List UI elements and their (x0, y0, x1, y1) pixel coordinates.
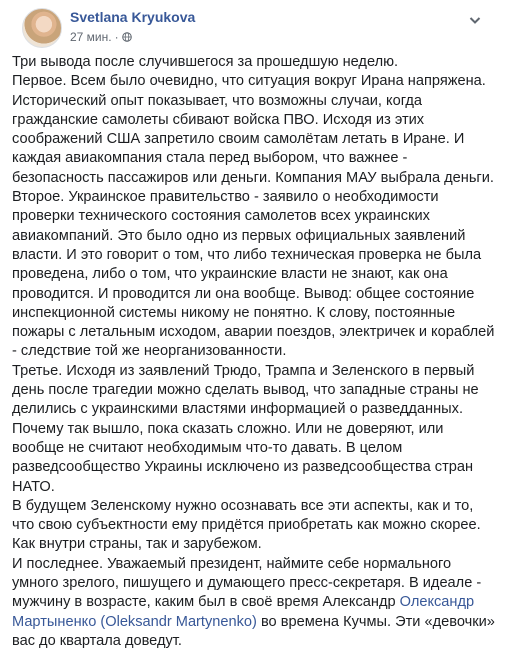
avatar[interactable] (22, 8, 62, 48)
post-meta: 27 мин. · (70, 30, 132, 44)
post-header (12, 0, 493, 52)
chevron-down-icon[interactable] (467, 12, 483, 28)
post-timestamp[interactable]: 27 мин. (70, 30, 112, 44)
author-name[interactable]: Svetlana Kryukova (70, 9, 196, 25)
post-paragraph-last (12, 555, 497, 651)
paragraph-text: И последнее. Уважаемый президент, наймите себе нормального умного зрелого, пишущего и думающего пресс-секретаря. В идеале - мужчину в возрасте, каким был в своё время Александр (12, 555, 482, 611)
paragraph-text: во времена Кучмы. Эти «девочки» вас до квартала доведут. (12, 613, 495, 649)
mention-link[interactable]: Олександр Мартыненко (Oleksandr Martynenko) (12, 594, 475, 630)
globe-icon[interactable] (122, 32, 132, 42)
post-paragraph: Три вывода после случившегося за прошедшую неделю. (12, 54, 399, 70)
post-paragraph: Второе. Украинское правительство - заявило о необходимости проверки технического состояния самолетов всех украинских авиакомпаний. Это было одно из первых официальных заявлений власти. И это говорит о том, что либо техническая проверка не была проведена, либо о том, что украинские власти не знают, как она проводится. И проводится ли она вообще. Вывод: общее состояние инспекционной системы никому не понятно. К слову, постоянные пожары с летальным исходом, аварии поездов, электричек и кораблей - следствие той же неорганизованности. (12, 189, 495, 360)
post-paragraph: Первое. Всем было очевидно, что ситуация вокруг Ирана напряжена. Исторический опыт показывает, что возможны случаи, когда гражданские самолеты сбивают войска ПВО. Исходя из этих соображений США запретило своим самолётам летать в Иране. И каждая авиакомпания стала перед выбором, что важнее - безопасность пассажиров или деньги. Компания МАУ выбрала деньги. (12, 73, 494, 186)
post-paragraph: Третье. Исходя из заявлений Трюдо, Трампа и Зеленского в первый день после трагедии можно сделать вывод, что западные страны не делились с украинскими властями информацией о разведданных. Почему так вышло, пока сказать сложно. Или не доверяют, или вообще не считают необходимым что-то давать. В целом разведсообщество Украины исключено из разведсообщества стран НАТО. (12, 362, 479, 495)
post-paragraph: В будущем Зеленскому нужно осознавать все эти аспекты, как и то, что свою субъектности ему придётся приобретать как можно скорее. Как внутри страны, так и зарубежом. (12, 497, 481, 553)
post-body (12, 53, 497, 651)
